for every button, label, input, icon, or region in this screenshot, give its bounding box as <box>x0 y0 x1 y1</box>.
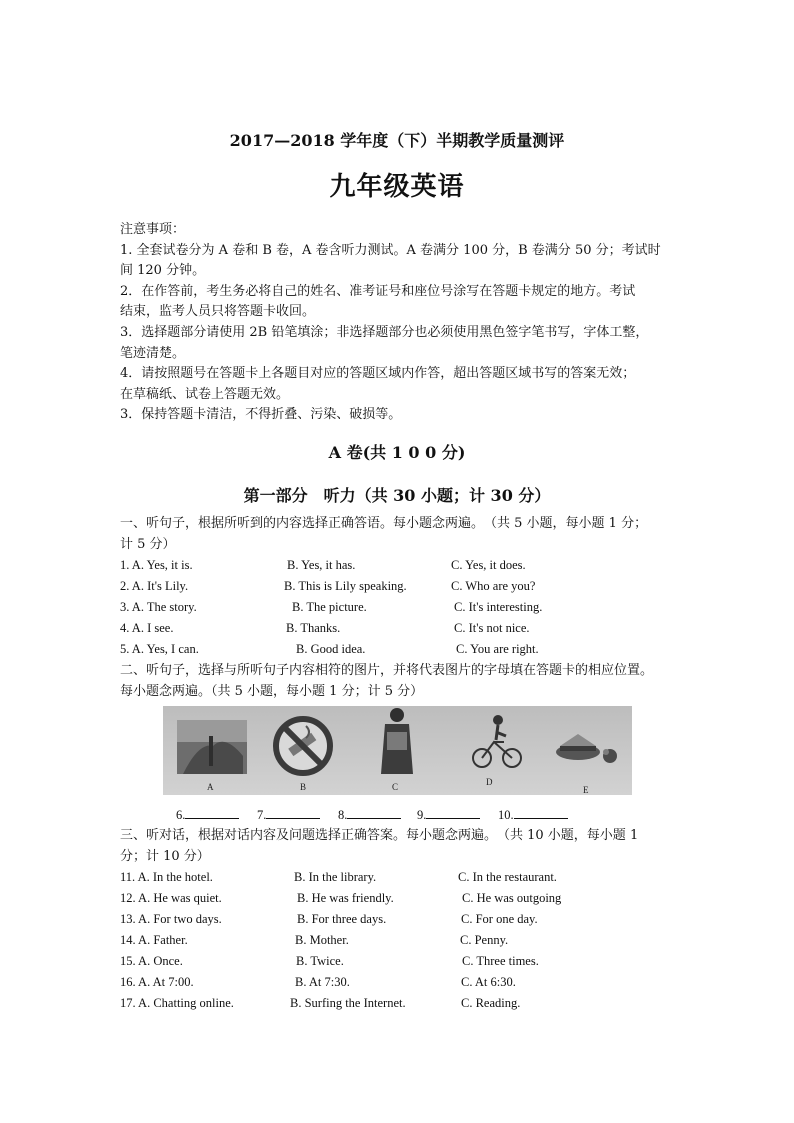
option-b: B. Yes, it has. <box>287 558 356 572</box>
notes-heading: 注意事项： <box>120 222 186 237</box>
option-c: C. Who are you? <box>451 579 536 593</box>
picture-e <box>548 706 628 795</box>
blank-number: 10. <box>498 808 514 822</box>
option-b: B. For three days. <box>297 912 387 926</box>
option-c: C. At 6:30. <box>461 975 516 989</box>
option-b: B. Surfing the Internet. <box>290 996 406 1010</box>
picture-label: C <box>392 782 399 792</box>
question-row <box>120 870 680 890</box>
option-a: 12. A. He was quiet. <box>120 891 222 905</box>
notes-line: 2．在作答前，考生务必将自己的姓名、准考证号和座位号涂写在答题卡规定的地方。考试 <box>120 283 636 299</box>
picture-d <box>468 706 528 795</box>
option-a: 14. A. Father. <box>120 933 188 947</box>
notes-line: 结束，监考人员只将答题卡收回。 <box>120 304 316 320</box>
q3-instruction-line2: 分；计 10 分） <box>120 848 210 864</box>
option-b: B. This is Lily speaking. <box>284 579 407 593</box>
blank-number: 6. <box>176 808 186 822</box>
option-a: 16. A. At 7:00. <box>120 975 194 989</box>
answer-blank[interactable] <box>257 806 320 823</box>
exam-title: 2017—2018 学年度（下）半期教学质量测评 <box>229 131 565 150</box>
option-b: B. Mother. <box>295 933 349 947</box>
picture-strip <box>163 706 632 795</box>
option-b: B. Good idea. <box>296 642 366 656</box>
question-row <box>120 891 680 911</box>
exam-subject-title: 九年级英语 <box>329 172 465 202</box>
notes-line: 1. 全套试卷分为 A 卷和 B 卷，A 卷含听力测试。A 卷满分 100 分，B 卷满分 50 分；考试时 <box>120 242 661 258</box>
blank-line <box>266 806 320 819</box>
question-row <box>120 954 680 974</box>
picture-label: A <box>207 782 214 792</box>
answer-blank[interactable] <box>498 806 568 823</box>
part1-heading: 第一部分 听力（共 30 小题；计 30 分） <box>243 486 551 505</box>
picture-label: B <box>300 782 307 792</box>
option-a: 2. A. It's Lily. <box>120 579 189 593</box>
option-a: 1. A. Yes, it is. <box>120 558 193 572</box>
blank-number: 9. <box>417 808 427 822</box>
q3-instruction-line1: 三、听对话，根据对话内容及问题选择正确答案。每小题念两遍。 （共 10 小题，每小题 1 <box>120 828 639 843</box>
option-c: C. He was outgoing <box>462 891 562 905</box>
blank-line <box>426 806 480 819</box>
q1-instruction-line2: 计 5 分） <box>120 536 176 552</box>
option-b: B. The picture. <box>292 600 367 614</box>
question-row <box>120 912 680 932</box>
notes-line: 3．选择题部分请使用 2B 铅笔填涂；非选择题部分也必须使用黑色签字笔书写，字体工整， <box>120 324 649 340</box>
option-a: 17. A. Chatting online. <box>120 996 234 1010</box>
option-c: C. It's not nice. <box>454 621 530 635</box>
blank-line <box>514 806 568 819</box>
option-c: C. Three times. <box>462 954 539 968</box>
picture-label: D <box>486 777 493 787</box>
q1-instruction-line1: 一、听句子，根据所听到的内容选择正确答语。每小题念两遍。 （共 5 小题，每小题 1 分； <box>120 516 648 531</box>
exam-notes <box>120 220 680 426</box>
notes-line: 3．保持答题卡清洁，不得折叠、污染、破损等。 <box>120 407 402 423</box>
option-b: B. At 7:30. <box>295 975 350 989</box>
option-a: 3. A. The story. <box>120 600 197 614</box>
q3-instruction <box>120 826 690 867</box>
q2-instruction <box>120 661 690 702</box>
notes-line: 在草稿纸、试卷上答题无效。 <box>120 386 290 402</box>
question-row <box>120 996 680 1016</box>
question-row <box>120 579 680 599</box>
option-c: C. In the restaurant. <box>458 870 557 884</box>
option-c: C. Yes, it does. <box>451 558 526 572</box>
answer-blank[interactable] <box>176 806 239 823</box>
blank-line <box>185 806 239 819</box>
answer-blank[interactable] <box>338 806 401 823</box>
notes-line: 笔迹清楚。 <box>120 345 186 361</box>
option-a: 5. A. Yes, I can. <box>120 642 199 656</box>
picture-b <box>268 706 348 795</box>
option-b: B. In the library. <box>294 870 377 884</box>
option-a: 15. A. Once. <box>120 954 183 968</box>
question-row <box>120 933 680 953</box>
blank-number: 8. <box>338 808 348 822</box>
answer-blank[interactable] <box>417 806 480 823</box>
question-row <box>120 600 680 620</box>
notes-line: 4．请按照题号在答题卡上各题目对应的答题区域内作答，超出答题区域书写的答案无效； <box>120 366 636 382</box>
option-c: C. You are right. <box>456 642 539 656</box>
picture-label: E <box>583 785 589 795</box>
section-a-heading: A 卷(共 1 0 0 分) <box>328 443 466 462</box>
option-a: 13. A. For two days. <box>120 912 222 926</box>
question-row <box>120 558 680 578</box>
q2-instruction-line2: 每小题念两遍。（共 5 小题，每小题 1 分；计 5 分） <box>120 683 424 699</box>
option-a: 4. A. I see. <box>120 621 174 635</box>
option-b: B. Twice. <box>296 954 344 968</box>
question-row <box>120 642 680 662</box>
q2-instruction-line1: 二、听句子，选择与所听句子内容相符的图片，并将代表图片的字母填在答题卡的相应位置。 <box>120 663 654 678</box>
option-a: 11. A. In the hotel. <box>120 870 213 884</box>
question-row <box>120 621 680 641</box>
option-b: B. Thanks. <box>286 621 341 635</box>
question-row <box>120 975 680 995</box>
option-c: C. Penny. <box>460 933 509 947</box>
option-b: B. He was friendly. <box>297 891 394 905</box>
q1-instruction <box>120 514 690 555</box>
option-c: C. Reading. <box>461 996 521 1010</box>
blank-line <box>347 806 401 819</box>
answer-blanks <box>120 806 680 824</box>
blank-number: 7. <box>257 808 267 822</box>
option-c: C. It's interesting. <box>454 600 543 614</box>
option-c: C. For one day. <box>461 912 538 926</box>
notes-line: 间 120 分钟。 <box>120 263 206 279</box>
